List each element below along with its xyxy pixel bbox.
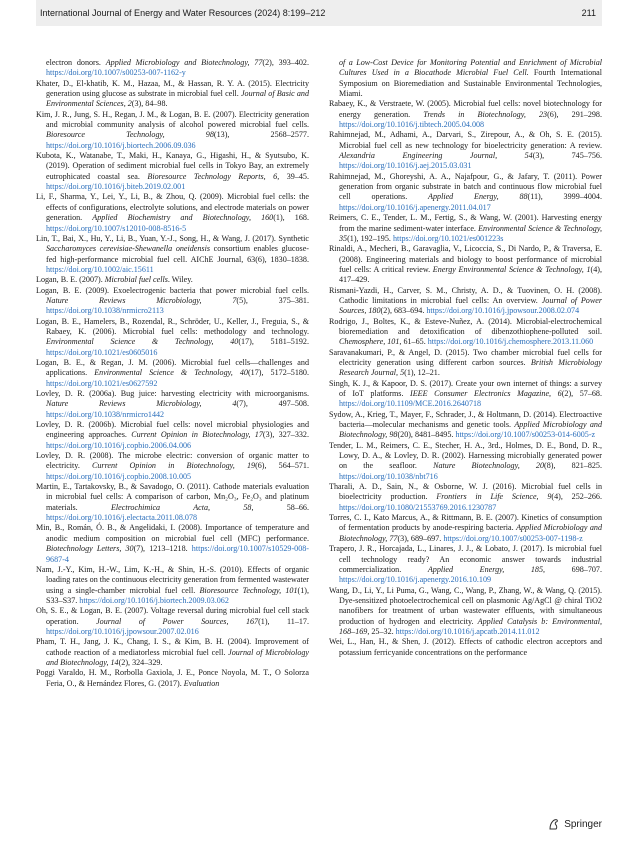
- reference-entry: [36, 420, 309, 451]
- reference-details: , 698–707.: [543, 564, 603, 574]
- doi-link[interactable]: https://doi.org/10.1021/es001223s: [392, 233, 504, 243]
- reference-journal: Nature Reviews Microbiology, 7: [46, 295, 237, 305]
- references-body: [36, 58, 602, 689]
- doi-link[interactable]: https://doi.org/10.1016/j.tibtech.2005.04.008: [339, 120, 485, 130]
- reference-details: (8), 821–825.: [544, 461, 602, 471]
- reference-journal: Journal of Microbiology and Biotechnology, 14: [46, 647, 309, 667]
- springer-horse-icon: [548, 818, 560, 830]
- reference-entry: [329, 379, 602, 410]
- reference-details: (3), 327–332.: [262, 430, 309, 440]
- reference-details: (2), 324–329.: [118, 657, 163, 667]
- reference-entry: [329, 99, 602, 130]
- reference-details: (17), 5172–5180.: [247, 368, 310, 378]
- reference-entry: [329, 172, 602, 213]
- doi-link[interactable]: https://doi.org/10.1016/j.apenergy.2011.04.017: [339, 202, 491, 212]
- reference-text: Nam, J.-Y., Kim, H.-W., Lim, K.-H., & Shin, H.-S. (2010). Effects of organic loading rates on the continuous electricity generation from fermented wastewater using a single-chamber microbial fuel cell.: [36, 564, 309, 595]
- reference-details: (3), 689–697.: [397, 533, 444, 543]
- reference-entry: [36, 275, 309, 285]
- reference-details: (17), 5181–5192.: [238, 337, 310, 347]
- left-column: [36, 58, 309, 689]
- doi-link[interactable]: https://doi.org/10.1016/j.apcatb.2014.11.012: [395, 626, 540, 636]
- reference-journal: Nature Biotechnology, 20: [433, 461, 545, 471]
- doi-link[interactable]: https://doi.org/10.1007/s12010-008-8516-5: [46, 223, 187, 233]
- reference-entry: [329, 213, 602, 244]
- doi-link[interactable]: https://doi.org/10.1016/j.jpowsour.2007.02.016: [46, 626, 199, 636]
- reference-entry: [329, 130, 602, 171]
- reference-text: Poggi Varaldo, H. M., Rorbolla Gaxiola, J. E., Ponce Noyola, M. T., O Solorza Feria, O., & Hernández Flores, G. (2017).: [36, 668, 309, 688]
- reference-entry: [36, 565, 309, 606]
- reference-text: Wei, L., Han, H., & Shen, J. (2012). Effects of cathodic electron acceptors and potassium ferricyanide concentrations on the performance: [329, 637, 602, 657]
- reference-details: (1), 192–195.: [347, 233, 393, 243]
- doi-link[interactable]: https://doi.org/10.1016/j.apenergy.2016.10.109: [339, 575, 492, 585]
- reference-details: (1), S33–S37.: [46, 585, 309, 605]
- doi-link[interactable]: https://doi.org/10.1007/s00253-014-6005-z: [455, 430, 596, 440]
- doi-link[interactable]: https://doi.org/10.1016/j.aej.2015.03.031: [339, 161, 472, 171]
- reference-details: , 39–45.: [277, 171, 309, 181]
- reference-entry: [36, 668, 309, 689]
- reference-text: Logan, B. E. (2009). Exoelectrogenic bacteria that power microbial fuel cells.: [36, 285, 309, 295]
- reference-journal: Electrochimica Acta, 58: [110, 502, 252, 512]
- reference-entry: [36, 192, 309, 233]
- reference-text: Lovley, D. R. (2008). The microbe electric: conversion of organic matter to electricity.: [36, 451, 309, 471]
- reference-details: (7), 1213–1218.: [133, 544, 192, 554]
- reference-entry: [36, 482, 309, 523]
- reference-details: (1), 12–21.: [404, 368, 440, 378]
- reference-details: , 25–32.: [367, 626, 396, 636]
- reference-journal: Applied Catalysis b: Environmental, 168–169: [339, 616, 602, 636]
- reference-entry: [36, 523, 309, 564]
- reference-journal: Applied Microbiology and Biotechnology, 77: [339, 523, 602, 543]
- doi-link[interactable]: https://doi.org/10.1007/s00253-007-1198-z: [443, 533, 583, 543]
- reference-entry: [329, 513, 602, 544]
- reference-journal: Current Opinion in Biotechnology, 17: [131, 430, 263, 440]
- doi-link[interactable]: https://doi.org/10.1080/21553769.2016.1230787: [339, 502, 497, 512]
- reference-entry: [329, 58, 602, 99]
- reference-journal: Environmental Science & Technology, 40: [46, 337, 239, 347]
- reference-text: Lovley, D. R. (2006a). Bug juice: harvesting electricity with microorganisms.: [36, 389, 309, 398]
- reference-journal: Current Opinion in Biotechnology, 19: [91, 461, 256, 471]
- reference-journal: Journal of Power Sources, 167: [96, 616, 259, 626]
- reference-text: Tender, L. M., Reimers, C. E., Stecher, H. A., 3rd., Holmes, D. E., Bond, D. R., Lowy, D. A., & Lovley, D. R. (2002). Harnessing microbially generated power on the seafloor.: [329, 440, 602, 471]
- reference-details: , 61–65.: [399, 337, 428, 347]
- reference-details: (1), 168.: [273, 213, 309, 223]
- doi-link[interactable]: https://doi.org/10.1016/j.copbio.2006.04.006: [46, 440, 192, 450]
- reference-text: Rabaey, K., & Verstraete, W. (2005). Microbial fuel cells: novel biotechnology for energy generation.: [329, 99, 602, 119]
- reference-text: Oh, S. E., & Logan, B. E. (2007). Voltage reversal during microbial fuel cell stack operation.: [36, 606, 309, 626]
- reference-text: Singh, K. J., & Kapoor, D. S. (2017). Create your own internet of things: a survey of IoT platforms.: [329, 378, 602, 398]
- reference-entry: [36, 451, 309, 482]
- reference-text: Trapero, J. R., Horcajada, L., Linares, J. J., & Lobato, J. (2017). Is microbial fuel cell technology ready? An economic answer towards industrial commercialization.: [329, 544, 602, 574]
- reference-text: Wang, D., Li, Y., Li Puma, G., Wang, C., Wang, P., Zhang, W., & Wang, Q. (2015). Dye-sensitized photoelectrochemical cell on plasmonic Ag/AgCl @ chiral TiO2 nanofibers for treatment of urban wastewater effluents, with simultaneous production of hydrogen and electricity.: [329, 585, 602, 626]
- reference-text: Martin, E., Tartakovsky, B., & Savadogo, O. (2011). Cathode materials evaluation in microbial fuel cells: A comparison of carbon, Mn₂O₃, Fe₂O₃ and platinum materials.: [36, 482, 309, 512]
- reference-journal: Applied Energy, 185: [427, 564, 544, 574]
- reference-details: (13), 2568–2577.: [213, 130, 309, 140]
- reference-text: Logan, B. E. (2007).: [36, 275, 105, 285]
- reference-entry: [329, 244, 602, 285]
- reference-journal: Biotechnology Letters, 30: [46, 544, 134, 554]
- reference-journal: Evaluation: [183, 678, 220, 688]
- reference-journal: Applied Microbiology and Biotechnology, 77: [105, 58, 263, 67]
- reference-text: Kubota, K., Watanabe, T., Maki, H., Kanaya, G., Higashi, H., & Syutsubo, K. (2019). Operation of sediment microbial fuel cells in Tokyo Bay, an extremely eutrophicated coastal sea.: [36, 151, 309, 181]
- reference-entry: [36, 317, 309, 358]
- reference-details: (6), 564–571.: [255, 461, 309, 471]
- reference-journal: Applied Microbiology and Biotechnology, 98: [339, 420, 602, 440]
- reference-entry: [329, 410, 602, 441]
- doi-link[interactable]: https://doi.org/10.1016/j.biteb.2019.02.001: [46, 182, 186, 192]
- reference-journal: Environmental Science & Technology, 35: [339, 223, 602, 243]
- reference-entry: [329, 286, 602, 317]
- reference-entry: [329, 544, 602, 585]
- reference-details: (4), 417–429.: [339, 264, 602, 285]
- reference-journal: Frontiers in Life Science, 9: [436, 492, 552, 502]
- reference-entry: [36, 110, 309, 151]
- doi-link[interactable]: https://doi.org/10.1038/nrmicro1442: [46, 409, 165, 419]
- reference-text: Li, F., Sharma, Y., Lei, Y., Li, B., & Zhou, Q. (2009). Microbial fuel cells: the effects of configurations, electrolyte solutions, and electrode materials on power generation.: [36, 192, 309, 223]
- reference-entry: [36, 234, 309, 275]
- reference-text: Rahimnejad, M., Adhami, A., Darvari, S., Zirepour, A., & Oh, S. E. (2015). Microbial fuel cell as new technology for bioelectricity generation: A review.: [329, 130, 602, 150]
- reference-text: Pham, T. H., Jang, J. K., Chang, I. S., & Kim, B. H. (2004). Improvement of cathode reaction of a mediatorless microbial fuel cell.: [36, 637, 309, 657]
- reference-text: Rahimnejad, M., Ghoreyshi, A. A., Najafpour, G., & Jafary, T. (2011). Power generation from organic substrate in batch and continuous flow microbial fuel cell operations.: [329, 171, 602, 202]
- reference-text: Min, B., Román, Ó. B., & Angelidaki, I. (2008). Importance of temperature and anodic medium composition on microbial fuel cell (MFC) performance.: [36, 523, 309, 543]
- reference-text: electron donors.: [46, 58, 106, 67]
- reference-details: (3), 84–98.: [131, 99, 168, 109]
- reference-text: Khater, D., El-khatib, K. M., Hazaa, M., & Hassan, R. Y. A. (2015). Electricity generation using glucose as substrate in microbial fuel cell.: [36, 78, 309, 99]
- reference-details: (11), 3999–4004.: [527, 192, 602, 202]
- reference-text: Reimers, C. E., Tender, L. M., Fertig, S., & Wang, W. (2001). Harvesting energy from the marine sediment-water interface.: [329, 213, 602, 233]
- reference-journal: Bioresource Technology, 98: [46, 130, 214, 140]
- reference-entry: [329, 348, 602, 379]
- reference-journal: Trends in Biotechnology, 23: [423, 109, 548, 119]
- reference-entry: [329, 637, 602, 658]
- reference-entry: [329, 482, 602, 513]
- doi-link[interactable]: https://doi.org/10.1007/s10529-008-9687-4: [46, 544, 309, 564]
- reference-details: (2), 57–68.: [561, 389, 602, 398]
- doi-link[interactable]: https://doi.org/10.1016/j.biortech.2009.03.062: [79, 595, 229, 605]
- doi-link[interactable]: https://doi.org/10.1016/j.chemosphere.2013.11.060: [427, 337, 594, 347]
- reference-text: Saravanakumari, P., & Angel, D. (2015). Two chamber microbial fuel cells for electricity generation using different carbon sources.: [329, 347, 602, 367]
- reference-entry: [36, 286, 309, 317]
- reference-text: Logan, B. E., Hamelers, B., Rozendal, R., Schröder, U., Keller, J., Freguia, S., & Rabaey, K. (2006). Microbial fuel cells: methodology and technology.: [36, 316, 309, 336]
- doi-link[interactable]: https://doi.org/10.1016/j.biortech.2006.09.036: [46, 140, 196, 150]
- reference-journal: Chemosphere, 101: [339, 337, 400, 347]
- reference-details: Fourth International Symposium on Bioremediation and Sustainable Environmental Technologies, Miami.: [339, 68, 603, 99]
- reference-journal: Bioresource Technology Reports, 6: [147, 171, 278, 181]
- reference-details: . Wiley.: [167, 275, 193, 285]
- running-header: [36, 0, 602, 26]
- reference-text: Lovley, D. R. (2006b). Microbial fuel cells: novel microbial physiologies and engineering approaches.: [36, 420, 309, 440]
- reference-journal: IEEE Consumer Electronics Magazine, 6: [410, 389, 562, 398]
- reference-journal: Nature Reviews Microbiology, 4: [46, 399, 237, 409]
- reference-details: (2), 393–402.: [262, 58, 309, 67]
- reference-journal: Energy Environmental Science & Technology, 1: [432, 264, 591, 274]
- reference-entry: [36, 79, 309, 110]
- reference-entry: [36, 606, 309, 637]
- reference-text: Tharali, A. D., Sain, N., & Osborne, W. J. (2016). Microbial fuel cells in bioelectricity production.: [329, 482, 602, 502]
- reference-journal: Microbial fuel cells: [104, 275, 168, 285]
- reference-entry: [36, 389, 309, 420]
- reference-journal: Environmental Science & Technology, 40: [94, 368, 248, 378]
- reference-entry: [329, 441, 602, 482]
- reference-journal: Applied Biochemistry and Biotechnology, 160: [92, 213, 274, 223]
- reference-entry: [329, 317, 602, 348]
- reference-journal: Journal of Power Sources, 180: [339, 295, 602, 316]
- reference-journal: Applied Energy, 88: [428, 192, 528, 202]
- reference-details: (6), 291–298.: [547, 109, 602, 119]
- reference-text: Kim, J. R., Jung, S. H., Regan, J. M., & Logan, B. E. (2007). Electricity generation and microbial community analysis of alcohol powered microbial fuel cells.: [36, 109, 309, 130]
- doi-link[interactable]: https://doi.org/10.1016/j.electacta.2011.08.078: [46, 513, 198, 523]
- reference-text: Lin, T., Bai, X., Hu, Y., Li, B., Yuan, Y.-J., Song, H., & Wang, J. (2017). Synthetic: [36, 233, 309, 243]
- reference-entry: [329, 586, 602, 638]
- reference-journal: of a Low-Cost Device for Monitoring Potential and Enrichment of Microbial Cultures Used in a Biocathode Microbial Fuel Cell.: [339, 58, 602, 78]
- publisher-name: Springer: [564, 818, 602, 830]
- reference-entry: [36, 358, 309, 389]
- doi-link[interactable]: https://doi.org/10.1002/aic.15611: [46, 264, 154, 274]
- doi-link[interactable]: https://doi.org/10.1038/nrmicro2113: [46, 306, 164, 316]
- reference-details: (20), 8481–8495.: [397, 430, 456, 440]
- reference-text: Rodrigo, J., Boltes, K., & Esteve-Nuñez, A. (2014). Microbial-electrochemical bioremediation and detoxification of dibenzothiophene-polluted soil.: [329, 316, 602, 336]
- reference-details: (7), 497–508.: [236, 399, 309, 409]
- publisher-footer: [548, 818, 602, 830]
- reference-details: (3), 745–756.: [532, 151, 602, 161]
- reference-journal: Journal of Basic and Environmental Sciences, 2: [46, 89, 309, 109]
- reference-details: (1), 11–17.: [258, 616, 309, 626]
- doi-link[interactable]: https://doi.org/10.1021/es0605016: [46, 347, 158, 357]
- doi-link[interactable]: https://doi.org/10.1109/MCE.2016.2640718: [339, 399, 482, 409]
- reference-text: Sydow, A., Krieg, T., Mayer, F., Schrader, J., & Holtmann, D. (2014). Electroactive bacteria—molecular mechanisms and genetic tools.: [329, 409, 602, 430]
- reference-entry: [36, 151, 309, 192]
- journal-citation: International Journal of Energy and Water Resources (2024) 8:199–212: [40, 8, 326, 18]
- reference-details: (2), 683–694.: [380, 306, 427, 316]
- reference-entry: [36, 58, 309, 79]
- reference-text: Rismani-Yazdi, H., Carver, S. M., Christy, A. D., & Tuovinen, O. H. (2008). Cathodic limitations in microbial fuel cells: An overview.: [329, 285, 602, 305]
- reference-journal: Bioresource Technology, 101: [199, 585, 298, 595]
- reference-text: Logan, B. E., & Regan, J. M. (2006). Microbial fuel cells—challenges and applications.: [36, 357, 309, 378]
- doi-link[interactable]: https://doi.org/10.1016/j.copbio.2008.10.005: [46, 471, 192, 481]
- reference-text: Torres, C. I., Kato Marcus, A., & Rittmann, B. E. (2007). Kinetics of consumption of fermentation products by anode-respiring bacteria.: [329, 513, 602, 533]
- right-column: [329, 58, 602, 689]
- reference-journal: Alexandria Engineering Journal, 54: [339, 151, 533, 161]
- reference-journal: Saccharomyces cerevisiae-Shewanella oneidensis: [46, 244, 210, 254]
- reference-entry: [36, 637, 309, 668]
- page-number: 211: [581, 8, 596, 18]
- doi-link[interactable]: https://doi.org/10.1021/es0627592: [46, 378, 158, 388]
- doi-link[interactable]: https://doi.org/10.1016/j.jpowsour.2008.02.074: [426, 306, 580, 316]
- reference-details: , 58–66.: [251, 502, 309, 512]
- reference-details: (5), 375–381.: [236, 295, 309, 305]
- reference-text: Rinaldi, A., Mecheri, B., Garavaglia, V., Licoccia, S., Di Nardo, P., & Traversa, E. (2008). Engineering materials and biology to boost performance of microbial fuel cells: A critical review.: [329, 244, 602, 274]
- reference-journal: British Microbiology Research Journal, 5: [339, 357, 602, 378]
- doi-link[interactable]: https://doi.org/10.1038/nbt716: [339, 471, 438, 481]
- reference-details: consortium enables glucose-fed high-performance microbial fuel cell. AIChE Journal, 63(6), 1830–1838.: [46, 244, 309, 264]
- reference-details: (4), 252–266.: [551, 492, 602, 502]
- doi-link[interactable]: https://doi.org/10.1007/s00253-007-1162-y: [46, 68, 186, 78]
